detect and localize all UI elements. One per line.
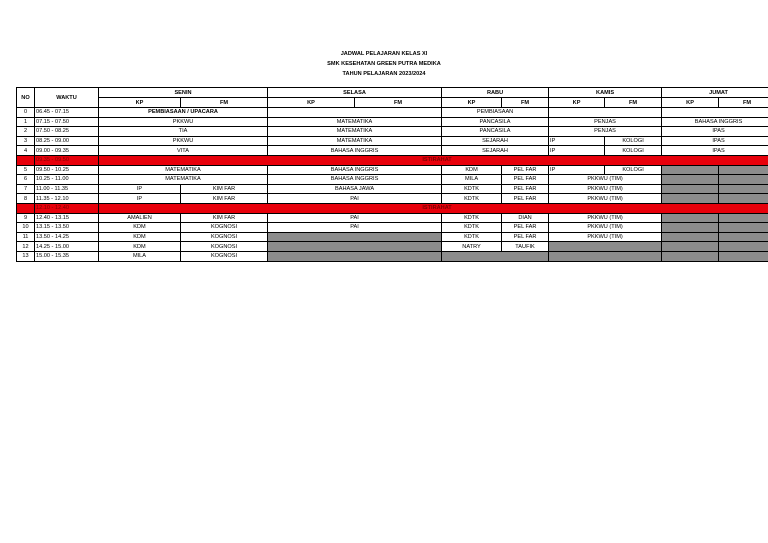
cell-jumat-fm: [719, 165, 768, 175]
row-time: 09.50 - 10.25: [35, 165, 99, 175]
cell-selasa: [268, 232, 442, 242]
header-kp: KP: [99, 98, 181, 108]
cell-rabu-fm: PEL FAR: [502, 175, 549, 185]
table-row: [17, 223, 768, 233]
cell-kamis-fm: KOLOGI: [605, 136, 662, 146]
cell-jumat-kp: [662, 232, 719, 242]
table-row: [17, 194, 768, 204]
cell-selasa: [268, 251, 442, 261]
cell-kamis: PENJAS: [549, 117, 662, 127]
header-day-senin: SENIN: [99, 88, 268, 98]
header-fm: FM: [355, 98, 442, 108]
table-row: [17, 242, 768, 252]
table-row: [17, 117, 768, 127]
cell-senin-fm: KIM FAR: [181, 184, 268, 194]
cell-selasa: BAHASA INGGRIS: [268, 165, 442, 175]
cell-jumat-kp: [662, 223, 719, 233]
cell-rabu: PANCASILA: [442, 117, 549, 127]
cell-rabu-fm: PEL FAR: [502, 232, 549, 242]
cell-jumat-kp: [662, 213, 719, 223]
cell-senin: PEMBIASAAN / UPACARA: [99, 108, 268, 118]
row-no: 8: [17, 194, 35, 204]
document-title: [0, 49, 768, 79]
cell-selasa: PAI: [268, 223, 442, 233]
row-time: 09.00 - 09.35: [35, 146, 99, 156]
break-label: ISTIRAHAT: [99, 155, 768, 165]
cell-selasa: BAHASA INGGRIS: [268, 175, 442, 185]
cell-senin: MATEMATIKA: [99, 175, 268, 185]
row-no: 4: [17, 146, 35, 156]
cell-selasa: MATEMATIKA: [268, 136, 442, 146]
cell-senin-fm: KOGNOSI: [181, 223, 268, 233]
row-no: 5: [17, 165, 35, 175]
header-fm: FM: [719, 98, 768, 108]
header-day-selasa: SELASA: [268, 88, 442, 98]
cell-selasa: [268, 242, 442, 252]
cell-kamis: PKKWU (TIM): [549, 175, 662, 185]
cell-rabu-kp: KDTK: [442, 213, 502, 223]
cell-selasa: PAI: [268, 194, 442, 204]
cell-kamis: PENJAS: [549, 127, 662, 137]
table-row: [17, 184, 768, 194]
header-kp: KP: [268, 98, 355, 108]
table-row: [17, 175, 768, 185]
cell-jumat-fm: [719, 184, 768, 194]
break-time: 12.10 - 12.40: [35, 203, 99, 213]
row-no: 0: [17, 108, 35, 118]
cell-selasa: BAHASA JAWA: [268, 184, 442, 194]
header-no: NO: [17, 88, 35, 108]
table-row: [17, 232, 768, 242]
cell-selasa: MATEMATIKA: [268, 117, 442, 127]
cell-kamis-fm: KOLOGI: [605, 165, 662, 175]
cell-jumat: IPAS: [662, 127, 768, 137]
table-row: [17, 136, 768, 146]
header-row-kp-fm: [17, 98, 768, 108]
break-row: [17, 203, 768, 213]
cell-senin-kp: KDM: [99, 223, 181, 233]
cell-senin: TIA: [99, 127, 268, 137]
row-no: 6: [17, 175, 35, 185]
header-kp: KP: [662, 98, 719, 108]
table-row: [17, 251, 768, 261]
cell-jumat: IPAS: [662, 146, 768, 156]
break-no: [17, 155, 35, 165]
header-fm: FM: [605, 98, 662, 108]
schedule-table: [16, 87, 768, 262]
row-time: 10.25 - 11.00: [35, 175, 99, 185]
cell-kamis: [549, 108, 662, 118]
cell-rabu-kp: KDM: [442, 165, 502, 175]
row-time: 06.45 - 07.15: [35, 108, 99, 118]
header-day-jumat: JUMAT: [662, 88, 768, 98]
cell-jumat-fm: [719, 232, 768, 242]
cell-kamis-kp: IP: [549, 136, 605, 146]
cell-jumat: BAHASA INGGRIS: [662, 117, 768, 127]
cell-jumat-fm: [719, 194, 768, 204]
cell-kamis: [549, 242, 662, 252]
header-fm: FM: [181, 98, 268, 108]
cell-jumat-kp: [662, 175, 719, 185]
header-row-days: [17, 88, 768, 98]
cell-kamis-kp: IP: [549, 165, 605, 175]
cell-senin: PKKWU: [99, 136, 268, 146]
cell-jumat-kp: [662, 251, 719, 261]
row-no: 3: [17, 136, 35, 146]
cell-senin-fm: KOGNOSI: [181, 242, 268, 252]
cell-senin-fm: KIM FAR: [181, 213, 268, 223]
cell-rabu: [442, 251, 549, 261]
cell-jumat-kp: [662, 165, 719, 175]
cell-rabu-kp: MILA: [442, 175, 502, 185]
title-line-1: JADWAL PELAJARAN KELAS XI: [340, 51, 428, 57]
cell-senin-kp: KDM: [99, 242, 181, 252]
cell-senin: PKKWU: [99, 117, 268, 127]
cell-jumat-fm: [719, 213, 768, 223]
cell-kamis: PKKWU (TIM): [549, 232, 662, 242]
cell-jumat-kp: [662, 194, 719, 204]
row-time: 15.00 - 15.35: [35, 251, 99, 261]
cell-senin-kp: IP: [99, 184, 181, 194]
cell-selasa: PAI: [268, 213, 442, 223]
header-kp: KP: [549, 98, 605, 108]
row-no: 1: [17, 117, 35, 127]
row-time: 12.40 - 13.15: [35, 213, 99, 223]
cell-selasa: MATEMATIKA: [268, 127, 442, 137]
cell-rabu-fm: PEL FAR: [502, 184, 549, 194]
cell-senin-kp: IP: [99, 194, 181, 204]
row-no: 2: [17, 127, 35, 137]
header-fm: FM: [502, 98, 549, 108]
cell-rabu-kp: KDTK: [442, 232, 502, 242]
break-row: [17, 155, 768, 165]
break-time: 09.35 - 09.50: [35, 155, 99, 165]
cell-rabu-fm: PEL FAR: [502, 194, 549, 204]
table-row: [17, 213, 768, 223]
cell-senin-kp: AMALIEN: [99, 213, 181, 223]
cell-jumat-fm: [719, 251, 768, 261]
row-time: 08.25 - 09.00: [35, 136, 99, 146]
cell-jumat: IPAS: [662, 136, 768, 146]
cell-rabu: PEMBIASAAN: [442, 108, 549, 118]
header-day-kamis: KAMIS: [549, 88, 662, 98]
row-time: 13.15 - 13.50: [35, 223, 99, 233]
table-row: [17, 165, 768, 175]
row-time: 11.00 - 11.35: [35, 184, 99, 194]
cell-jumat: [662, 108, 768, 118]
cell-jumat-fm: [719, 175, 768, 185]
cell-jumat-fm: [719, 242, 768, 252]
header-kp: KP: [442, 98, 502, 108]
cell-kamis: PKKWU (TIM): [549, 194, 662, 204]
cell-rabu-fm: DIAN: [502, 213, 549, 223]
row-no: 10: [17, 223, 35, 233]
cell-selasa: BAHASA INGGRIS: [268, 146, 442, 156]
title-line-3: TAHUN PELAJARAN 2023/2024: [342, 71, 426, 77]
cell-kamis: PKKWU (TIM): [549, 213, 662, 223]
row-time: 13.50 - 14.25: [35, 232, 99, 242]
cell-jumat-kp: [662, 184, 719, 194]
row-time: 11.35 - 12.10: [35, 194, 99, 204]
cell-senin: VITA: [99, 146, 268, 156]
break-no: [17, 203, 35, 213]
cell-kamis-kp: IP: [549, 146, 605, 156]
cell-kamis: [549, 251, 662, 261]
cell-selasa: [268, 108, 442, 118]
cell-jumat-fm: [719, 223, 768, 233]
row-time: 07.50 - 08.25: [35, 127, 99, 137]
header-waktu: WAKTU: [35, 88, 99, 108]
cell-rabu-kp: KDTK: [442, 194, 502, 204]
cell-rabu-kp: NATRY: [442, 242, 502, 252]
cell-senin: MATEMATIKA: [99, 165, 268, 175]
cell-jumat-kp: [662, 242, 719, 252]
cell-rabu-fm: PEL FAR: [502, 223, 549, 233]
cell-senin-fm: KOGNOSI: [181, 251, 268, 261]
table-row: [17, 108, 768, 118]
cell-kamis: PKKWU (TIM): [549, 184, 662, 194]
cell-kamis-fm: KOLOGI: [605, 146, 662, 156]
cell-senin-fm: KIM FAR: [181, 194, 268, 204]
cell-rabu-fm: TAUFIK: [502, 242, 549, 252]
row-no: 7: [17, 184, 35, 194]
row-no: 9: [17, 213, 35, 223]
row-no: 12: [17, 242, 35, 252]
title-line-2: SMK KESEHATAN GREEN PUTRA MEDIKA: [327, 61, 441, 67]
cell-senin-kp: KDM: [99, 232, 181, 242]
cell-senin-kp: MILA: [99, 251, 181, 261]
cell-rabu-kp: KDTK: [442, 184, 502, 194]
cell-rabu-fm: PEL FAR: [502, 165, 549, 175]
row-time: 07.15 - 07.50: [35, 117, 99, 127]
cell-senin-fm: KOGNOSI: [181, 232, 268, 242]
cell-kamis: PKKWU (TIM): [549, 223, 662, 233]
cell-rabu-kp: KDTK: [442, 223, 502, 233]
break-label: ISTIRAHAT: [99, 203, 768, 213]
table-row: [17, 146, 768, 156]
header-day-rabu: RABU: [442, 88, 549, 98]
table-row: [17, 127, 768, 137]
row-no: 13: [17, 251, 35, 261]
row-time: 14.25 - 15.00: [35, 242, 99, 252]
row-no: 11: [17, 232, 35, 242]
cell-rabu: SEJARAH: [442, 136, 549, 146]
cell-rabu: PANCASILA: [442, 127, 549, 137]
cell-rabu: SEJARAH: [442, 146, 549, 156]
